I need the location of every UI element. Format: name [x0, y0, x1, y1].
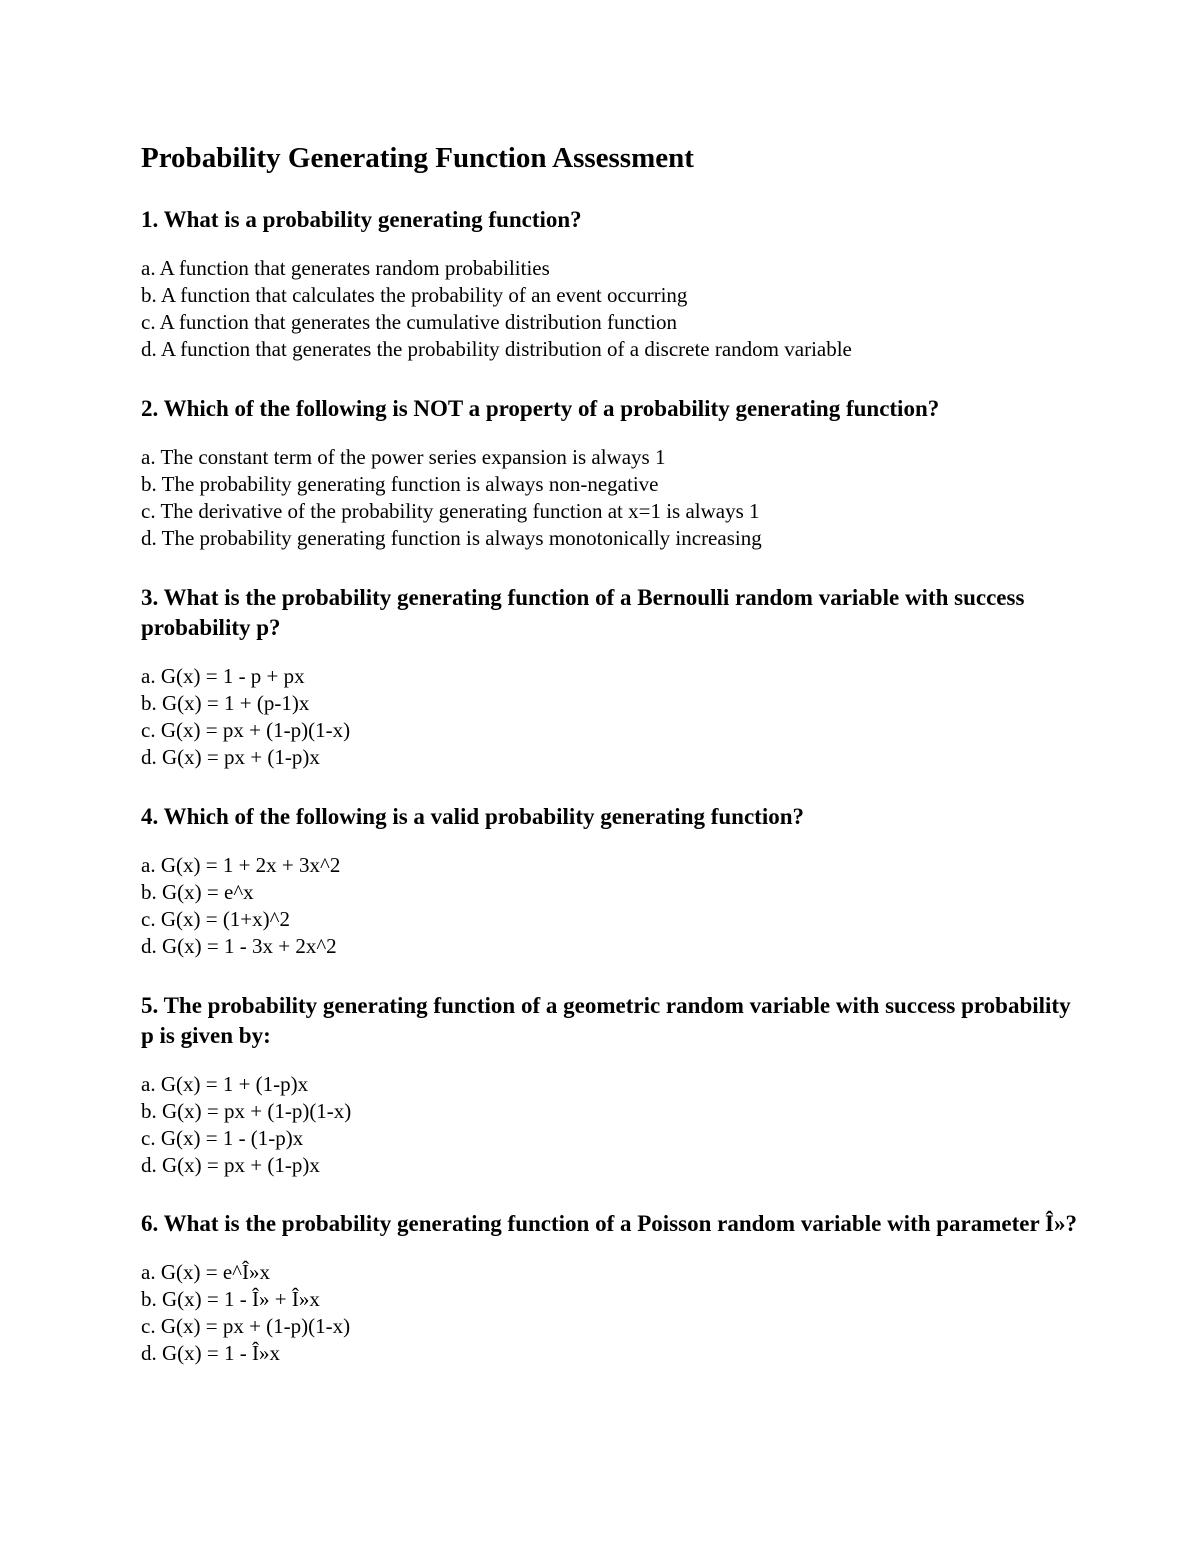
question-6-text: 6. What is the probability generating function of a Poisson random variable with parameter Î»?	[141, 1211, 1077, 1236]
question-6-option-c: c. G(x) = px + (1-p)(1-x)	[141, 1314, 351, 1338]
question-2-text: 2. Which of the following is NOT a property of a probability generating function?	[141, 396, 940, 421]
question-4-option-c: c. G(x) = (1+x)^2	[141, 907, 290, 931]
question-2	[141, 394, 1081, 552]
question-3-option-b: b. G(x) = 1 + (p-1)x	[141, 691, 310, 715]
question-5-option-b: b. G(x) = px + (1-p)(1-x)	[141, 1099, 352, 1123]
question-2-option-a: a. The constant term of the power series expansion is always 1	[141, 445, 666, 469]
question-4-options	[141, 852, 1081, 960]
question-3-option-d: d. G(x) = px + (1-p)x	[141, 745, 320, 769]
question-5	[141, 991, 1081, 1179]
question-2-options	[141, 444, 1081, 552]
question-5-options	[141, 1071, 1081, 1179]
question-2-option-c: c. The derivative of the probability generating function at x=1 is always 1	[141, 499, 760, 523]
question-3	[141, 583, 1081, 771]
question-1	[141, 205, 1081, 363]
question-3-option-c: c. G(x) = px + (1-p)(1-x)	[141, 718, 351, 742]
question-6	[141, 1209, 1081, 1367]
question-6-option-a: a. G(x) = e^Î»x	[141, 1260, 270, 1284]
question-1-text: 1. What is a probability generating function?	[141, 207, 582, 232]
question-5-option-d: d. G(x) = px + (1-p)x	[141, 1153, 320, 1177]
question-5-text: 5. The probability generating function of a geometric random variable with success probability p is given by:	[141, 993, 1071, 1048]
question-5-option-a: a. G(x) = 1 + (1-p)x	[141, 1072, 309, 1096]
question-3-options	[141, 663, 1081, 771]
question-4-text: 4. Which of the following is a valid probability generating function?	[141, 804, 805, 829]
question-1-option-b: b. A function that calculates the probability of an event occurring	[141, 283, 688, 307]
question-4-option-b: b. G(x) = e^x	[141, 880, 254, 904]
question-2-option-b: b. The probability generating function is always non-negative	[141, 472, 659, 496]
question-5-option-c: c. G(x) = 1 - (1-p)x	[141, 1126, 304, 1150]
question-3-option-a: a. G(x) = 1 - p + px	[141, 664, 305, 688]
question-4-option-a: a. G(x) = 1 + 2x + 3x^2	[141, 853, 341, 877]
question-4-option-d: d. G(x) = 1 - 3x + 2x^2	[141, 934, 337, 958]
question-2-option-d: d. The probability generating function is always monotonically increasing	[141, 526, 762, 550]
question-1-options	[141, 255, 1081, 363]
question-1-option-c: c. A function that generates the cumulative distribution function	[141, 310, 677, 334]
question-6-options	[141, 1259, 1081, 1367]
question-6-option-d: d. G(x) = 1 - Î»x	[141, 1341, 280, 1365]
question-3-text: 3. What is the probability generating function of a Bernoulli random variable with success probability p?	[141, 585, 1025, 640]
question-1-option-d: d. A function that generates the probability distribution of a discrete random variable	[141, 337, 852, 361]
question-4	[141, 802, 1081, 960]
document-title: Probability Generating Function Assessment	[141, 142, 694, 174]
question-1-option-a: a. A function that generates random probabilities	[141, 256, 550, 280]
question-6-option-b: b. G(x) = 1 - Î» + Î»x	[141, 1287, 320, 1311]
